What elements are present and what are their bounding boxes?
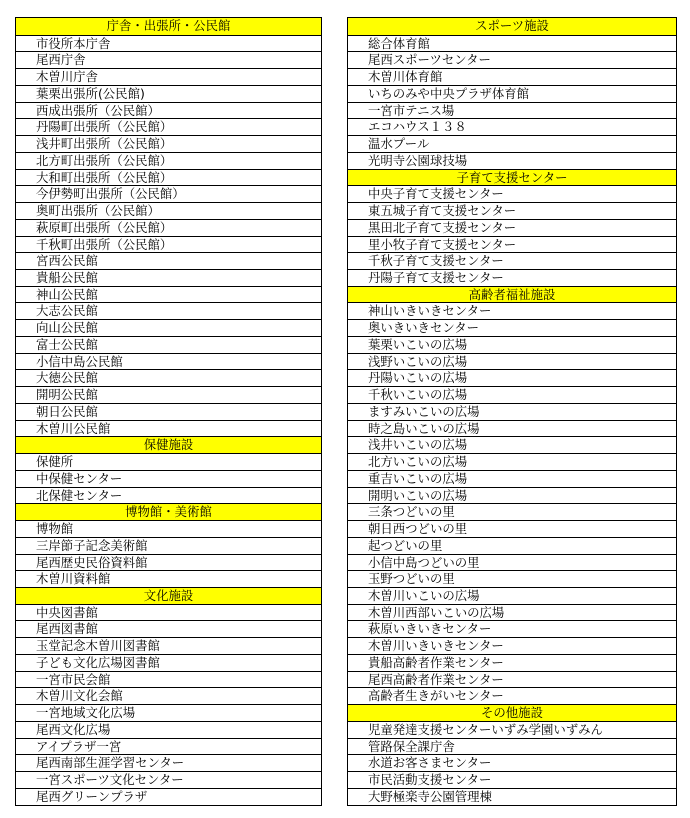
facility-item: 一宮市テニス場 xyxy=(348,102,676,119)
facility-item: 千秋いこいの広場 xyxy=(348,386,676,403)
facility-item: 黒田北子育て支援センター xyxy=(348,219,676,236)
facility-item: 神山公民館 xyxy=(16,286,321,303)
facility-item: 児童発達支援センターいずみ学園いずみん xyxy=(348,721,676,738)
facility-item: 浅野いこいの広場 xyxy=(348,353,676,370)
section-header: 博物館・美術館 xyxy=(16,503,321,520)
facility-item: 西成出張所（公民館） xyxy=(16,102,321,119)
facility-item: 尾西歴史民俗資料館 xyxy=(16,554,321,571)
facility-item: 尾西高齢者作業センター xyxy=(348,671,676,688)
facility-item: 保健所 xyxy=(16,453,321,470)
facility-item: 木曽川公民館 xyxy=(16,420,321,437)
section-header: 子育て支援センター xyxy=(348,169,676,186)
facility-item: 玉堂記念木曽川図書館 xyxy=(16,637,321,654)
section-header: その他施設 xyxy=(348,704,676,721)
facility-item: 葉栗いこいの広場 xyxy=(348,336,676,353)
facility-item: 温水プール xyxy=(348,135,676,152)
facility-item: 中央図書館 xyxy=(16,604,321,621)
facility-item: 丹陽子育て支援センター xyxy=(348,269,676,286)
facility-item: 尾西図書館 xyxy=(16,620,321,637)
facility-item: 一宮スポーツ文化センター xyxy=(16,771,321,788)
facility-item: 総合体育館 xyxy=(348,35,676,52)
facility-item: 奥いきいきセンター xyxy=(348,319,676,336)
facility-item: 浅井町出張所（公民館） xyxy=(16,135,321,152)
facility-item: 一宮地域文化広場 xyxy=(16,704,321,721)
facility-item: 萩原町出張所（公民館） xyxy=(16,219,321,236)
facility-item: 起つどいの里 xyxy=(348,537,676,554)
section-header: スポーツ施設 xyxy=(348,18,676,35)
facility-item: 開明公民館 xyxy=(16,386,321,403)
facility-item: 木曽川いきいきセンター xyxy=(348,637,676,654)
facility-item: 重吉いこいの広場 xyxy=(348,470,676,487)
facility-item: 一宮市民会館 xyxy=(16,671,321,688)
facility-item: 市民活動支援センター xyxy=(348,771,676,788)
section-header: 高齢者福祉施設 xyxy=(348,286,676,303)
facility-item: 木曽川西部いこいの広場 xyxy=(348,604,676,621)
facility-item: 大徳公民館 xyxy=(16,369,321,386)
facility-item: 向山公民館 xyxy=(16,319,321,336)
facility-item: 中央子育て支援センター xyxy=(348,185,676,202)
facility-item: 尾西スポーツセンター xyxy=(348,51,676,68)
facility-item: 貴船公民館 xyxy=(16,269,321,286)
facility-item: 博物館 xyxy=(16,520,321,537)
facility-item: 子ども文化広場図書館 xyxy=(16,654,321,671)
facility-item: 木曽川文化会館 xyxy=(16,687,321,704)
facility-item: 木曽川いこいの広場 xyxy=(348,587,676,604)
facility-item: 時之島いこいの広場 xyxy=(348,420,676,437)
facility-item: 三岸節子記念美術館 xyxy=(16,537,321,554)
facility-item: 大志公民館 xyxy=(16,302,321,319)
facility-item: 木曽川体育館 xyxy=(348,68,676,85)
facility-item: 尾西グリーンプラザ xyxy=(16,788,321,805)
facility-item: 朝日公民館 xyxy=(16,403,321,420)
facility-item: 千秋子育て支援センター xyxy=(348,252,676,269)
facility-item: 高齢者生きがいセンター xyxy=(348,687,676,704)
facility-item: 中保健センター xyxy=(16,470,321,487)
facility-item: 浅井いこいの広場 xyxy=(348,436,676,453)
facility-item: 光明寺公園球技場 xyxy=(348,152,676,169)
facility-item: 大和町出張所（公民館） xyxy=(16,169,321,186)
facility-item: 三条つどいの里 xyxy=(348,503,676,520)
facility-item: 朝日西つどいの里 xyxy=(348,520,676,537)
facility-item: 里小牧子育て支援センター xyxy=(348,236,676,253)
facility-item: エコハウス１３８ xyxy=(348,118,676,135)
facility-item: 開明いこいの広場 xyxy=(348,487,676,504)
left-facility-column xyxy=(15,17,322,806)
facility-item: 市役所本庁舎 xyxy=(16,35,321,52)
facility-item: 宮西公民館 xyxy=(16,252,321,269)
facility-item: 千秋町出張所（公民館） xyxy=(16,236,321,253)
section-header: 庁舎・出張所・公民館 xyxy=(16,18,321,35)
facility-item: 富士公民館 xyxy=(16,336,321,353)
facility-item: 管路保全課庁舎 xyxy=(348,738,676,755)
facility-item: 水道お客さまセンター xyxy=(348,754,676,771)
facility-item: 貴船高齢者作業センター xyxy=(348,654,676,671)
facility-item: 小信中島公民館 xyxy=(16,353,321,370)
facility-item: 萩原いきいきセンター xyxy=(348,620,676,637)
facility-item: 丹陽いこいの広場 xyxy=(348,369,676,386)
facility-item: 今伊勢町出張所（公民館） xyxy=(16,185,321,202)
facility-item: 葉栗出張所(公民館) xyxy=(16,85,321,102)
facility-item: 北方いこいの広場 xyxy=(348,453,676,470)
facility-item: 尾西南部生涯学習センター xyxy=(16,754,321,771)
section-header: 保健施設 xyxy=(16,436,321,453)
facility-item: 東五城子育て支援センター xyxy=(348,202,676,219)
facility-item: アイプラザ一宮 xyxy=(16,738,321,755)
facility-item: 小信中島つどいの里 xyxy=(348,554,676,571)
facility-item: 玉野つどいの里 xyxy=(348,570,676,587)
facility-item: 木曽川庁舎 xyxy=(16,68,321,85)
facility-item: 北方町出張所（公民館） xyxy=(16,152,321,169)
facility-item: 丹陽町出張所（公民館） xyxy=(16,118,321,135)
facility-item: ますみいこいの広場 xyxy=(348,403,676,420)
facility-item: 奥町出張所（公民館） xyxy=(16,202,321,219)
facility-item: いちのみや中央プラザ体育館 xyxy=(348,85,676,102)
facility-item: 尾西文化広場 xyxy=(16,721,321,738)
facility-item: 木曽川資料館 xyxy=(16,570,321,587)
facility-item: 大野極楽寺公園管理棟 xyxy=(348,788,676,805)
section-header: 文化施設 xyxy=(16,587,321,604)
right-facility-column xyxy=(347,17,677,806)
facility-item: 尾西庁舎 xyxy=(16,51,321,68)
facility-item: 北保健センター xyxy=(16,487,321,504)
facility-item: 神山いきいきセンター xyxy=(348,302,676,319)
